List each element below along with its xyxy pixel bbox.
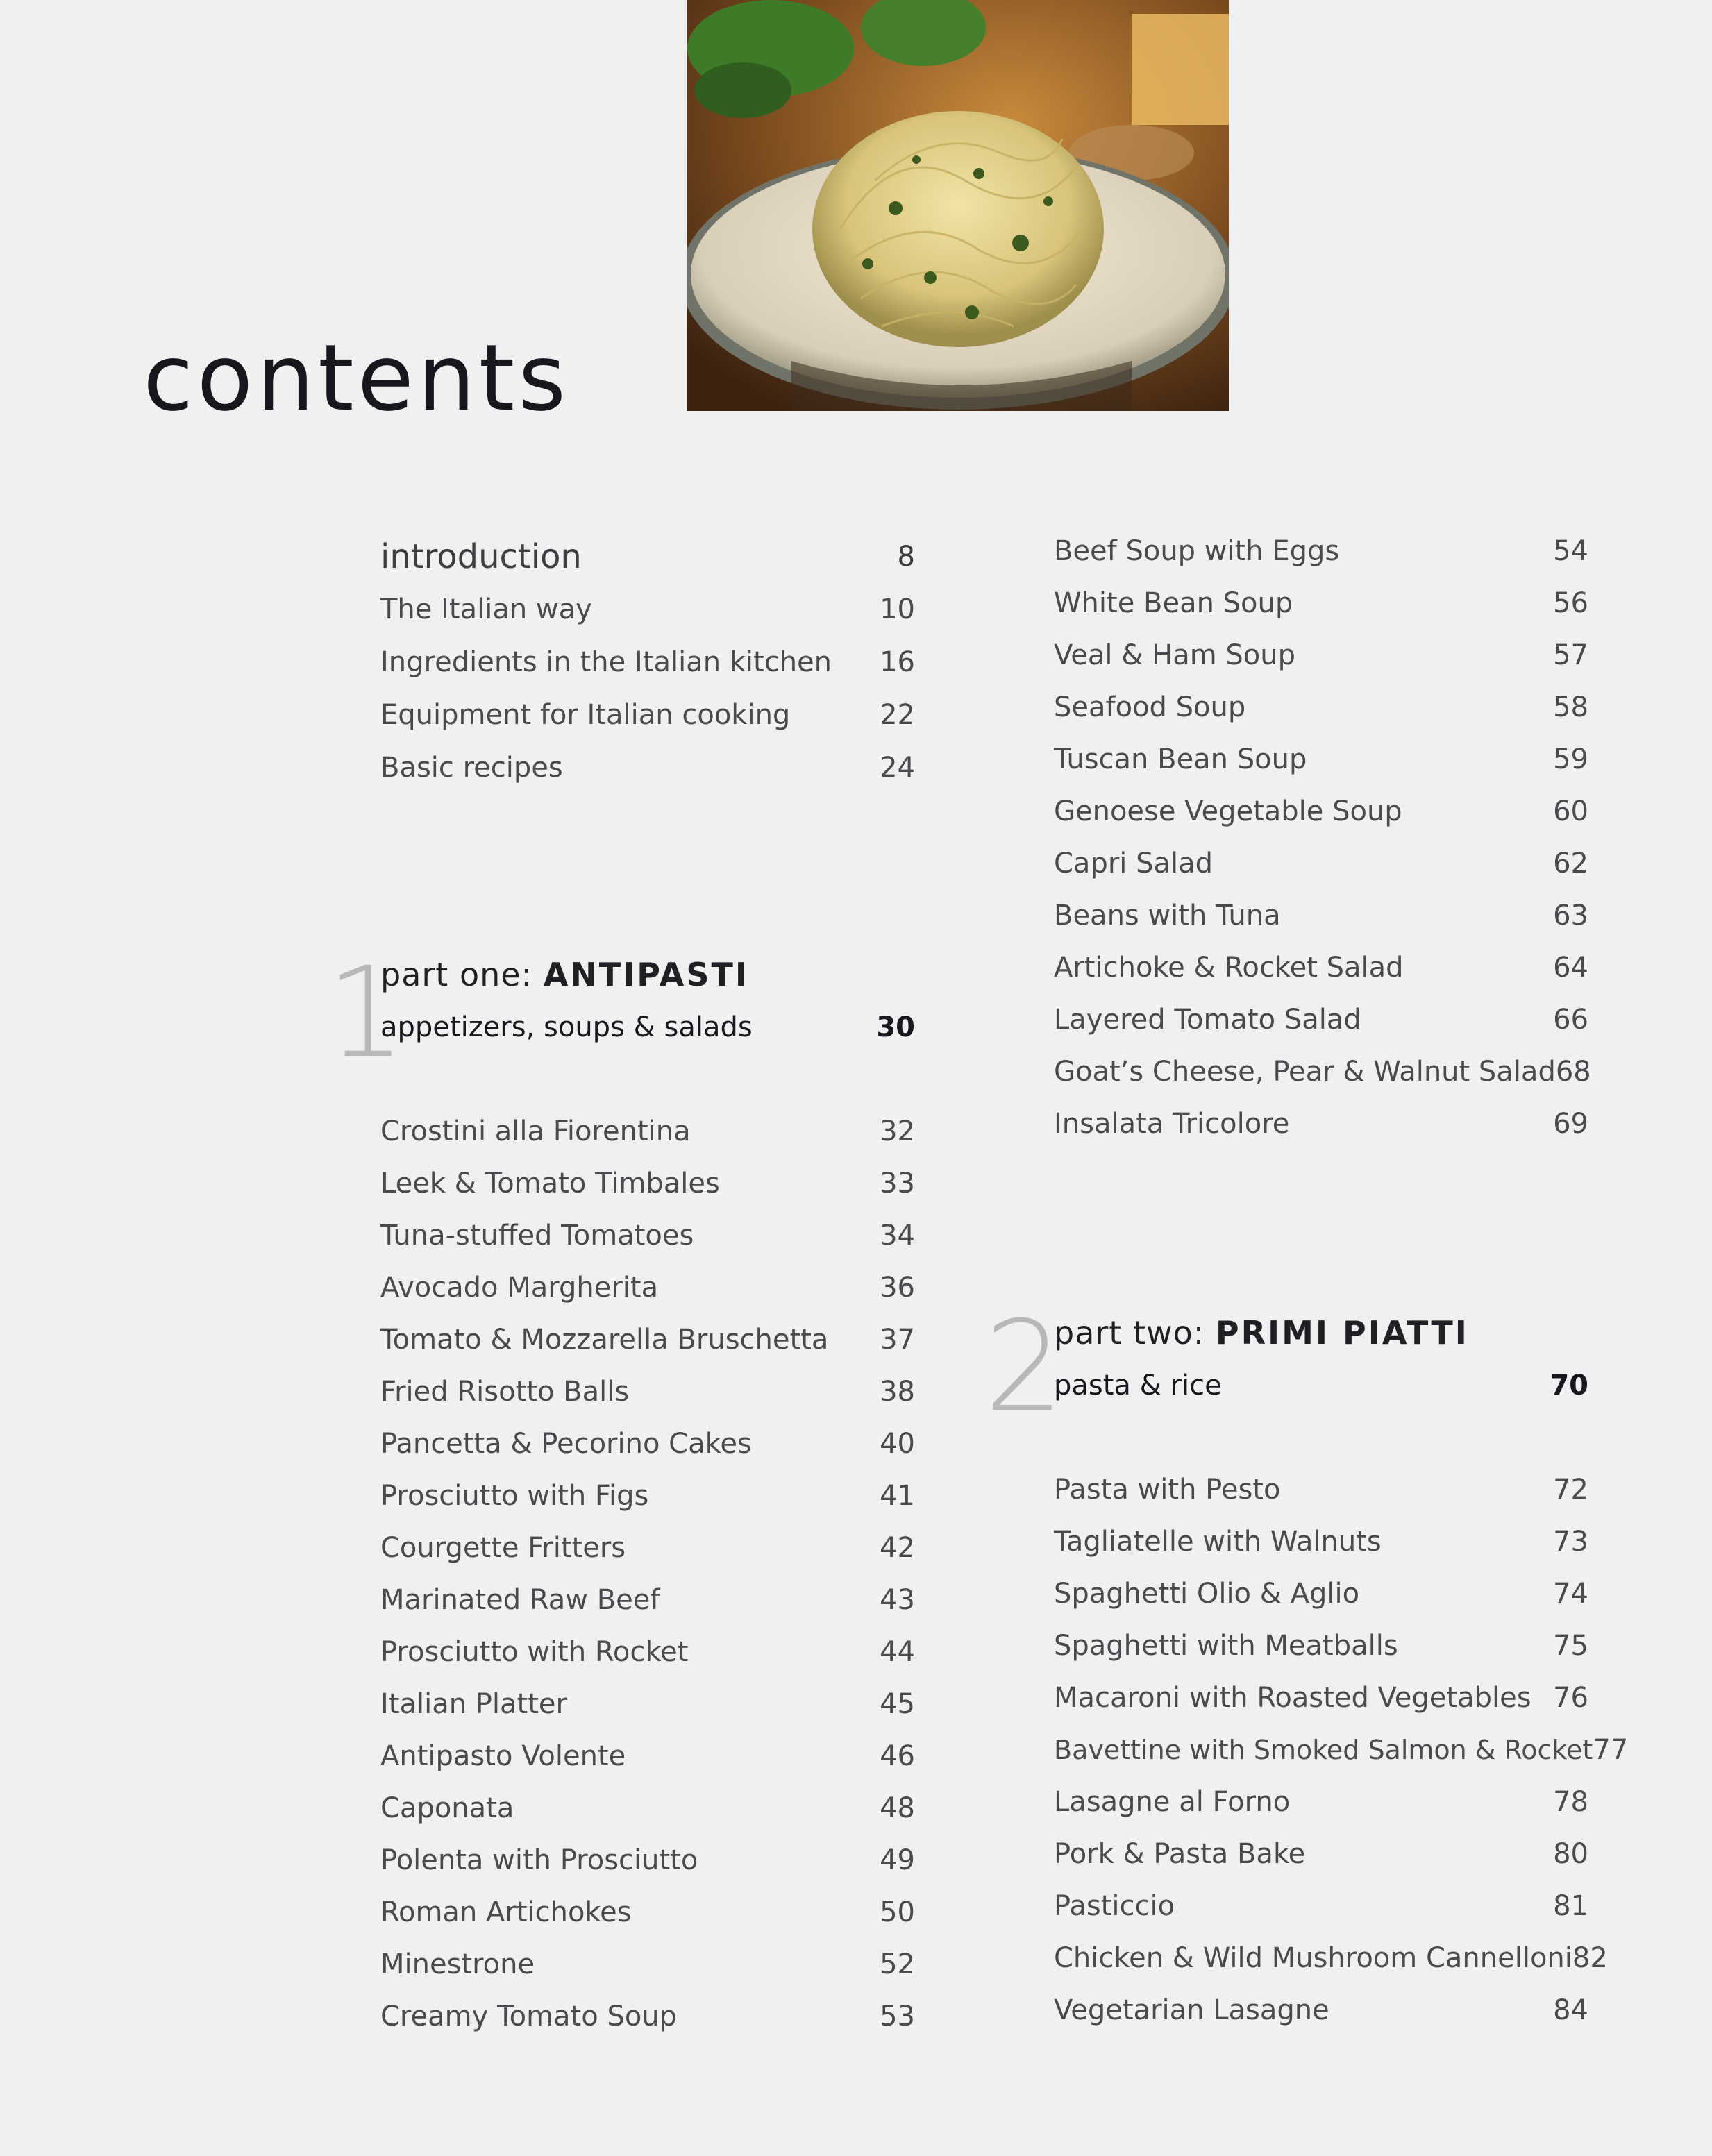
toc-entry[interactable]	[1054, 1880, 1588, 1932]
toc-entry-label: Tomato & Mozzarella Bruschetta	[380, 1324, 829, 1356]
part-one-section	[380, 0, 915, 2156]
toc-entry-page: 84	[1553, 1994, 1588, 2026]
toc-entry-page: 32	[880, 1115, 915, 1147]
toc-entry-page: 75	[1553, 1630, 1588, 1662]
toc-entry[interactable]	[1054, 1776, 1588, 1828]
toc-entry[interactable]	[1054, 1567, 1588, 1620]
toc-entry-page: 36	[880, 1272, 915, 1304]
toc-entry-label: Pasticcio	[1054, 1890, 1175, 1922]
toc-entry-label: Spaghetti with Meatballs	[1054, 1630, 1398, 1662]
toc-entry-label: Italian Platter	[380, 1688, 567, 1720]
toc-entry-page: 77	[1593, 1734, 1629, 1766]
toc-entry-page: 16	[880, 646, 915, 678]
toc-entry-label: Courgette Fritters	[380, 1532, 626, 1564]
toc-entry-page: 78	[1553, 1786, 1588, 1818]
part-one-heading	[380, 948, 915, 1001]
toc-entry-label: Goat’s Cheese, Pear & Walnut Salad	[1054, 1056, 1556, 1088]
toc-entry-part-two[interactable]	[1054, 1359, 1588, 1412]
toc-entry-label: Veal & Ham Soup	[1054, 639, 1295, 671]
toc-entry[interactable]	[380, 1469, 915, 1522]
toc-entry-page: 58	[1553, 691, 1588, 723]
toc-entry-page: 81	[1553, 1890, 1588, 1922]
toc-entry-page: 63	[1553, 900, 1588, 932]
toc-entry-page: 44	[880, 1636, 915, 1668]
toc-entry[interactable]	[380, 1105, 915, 1158]
toc-entry-page: 52	[880, 1948, 915, 1980]
toc-entry[interactable]	[1054, 1515, 1588, 1568]
toc-entry[interactable]	[380, 1261, 915, 1314]
toc-entry-label: Pasta with Pesto	[1054, 1474, 1281, 1506]
toc-entry[interactable]	[380, 1313, 915, 1366]
toc-entry-page: 48	[880, 1792, 915, 1824]
toc-entry-part-one[interactable]	[380, 1001, 915, 1054]
toc-entry[interactable]	[1054, 1932, 1608, 1985]
toc-entry-label: Macaroni with Roasted Vegetables	[1054, 1682, 1531, 1714]
toc-entry-label: Spaghetti Olio & Aglio	[1054, 1578, 1360, 1610]
toc-entry-page: 41	[880, 1480, 915, 1512]
toc-entry-label: Tuscan Bean Soup	[1054, 743, 1307, 775]
toc-entry-label: Pancetta & Pecorino Cakes	[380, 1428, 752, 1460]
toc-entry[interactable]	[380, 1574, 915, 1626]
part-two-number: 2	[984, 1295, 1064, 1440]
toc-entry-label: Roman Artichokes	[380, 1896, 632, 1928]
toc-entry-label: Equipment for Italian cooking	[380, 699, 791, 731]
toc-entry[interactable]	[380, 1157, 915, 1210]
toc-entry[interactable]	[380, 1886, 915, 1939]
part-two-heading	[1054, 1306, 1588, 1359]
toc-entry-page: 42	[880, 1532, 915, 1564]
toc-entry-page: 76	[1553, 1682, 1588, 1714]
toc-entry-label: Artichoke & Rocket Salad	[1054, 952, 1404, 984]
toc-entry-label: Leek & Tomato Timbales	[380, 1168, 720, 1199]
part-two-subtitle: pasta & rice	[1054, 1370, 1222, 1401]
toc-entry-page: 40	[880, 1428, 915, 1460]
toc-entry-page: 56	[1553, 587, 1588, 619]
toc-entry-label: The Italian way	[380, 593, 592, 625]
toc-entry-page: 60	[1553, 795, 1588, 827]
page-title: contents	[143, 325, 570, 432]
toc-entry-page: 68	[1555, 1056, 1591, 1088]
toc-entry-page: 64	[1553, 952, 1588, 984]
toc-entry-page: 8	[897, 541, 915, 573]
toc-entry[interactable]	[380, 1626, 915, 1678]
part-one-subtitle: appetizers, soups & salads	[380, 1011, 753, 1043]
toc-entry-label: Avocado Margherita	[380, 1272, 659, 1304]
toc-entry-page: 69	[1553, 1108, 1588, 1140]
toc-entry-page: 57	[1553, 639, 1588, 671]
toc-entry-label: Crostini alla Fiorentina	[380, 1115, 691, 1147]
toc-entry-page: 62	[1553, 848, 1588, 879]
toc-entry-label: Lasagne al Forno	[1054, 1786, 1291, 1818]
toc-entry-page: 46	[880, 1740, 915, 1772]
toc-entry[interactable]	[1054, 1619, 1588, 1672]
toc-entry[interactable]	[380, 1365, 915, 1418]
toc-entry-label: Polenta with Prosciutto	[380, 1844, 698, 1876]
toc-entry-page: 38	[880, 1376, 915, 1408]
toc-entry[interactable]	[1054, 1828, 1588, 1880]
toc-entry-page: 10	[880, 593, 915, 625]
toc-entry[interactable]	[1054, 1463, 1588, 1516]
toc-entry-page: 24	[880, 752, 915, 784]
toc-entry-label: Capri Salad	[1054, 848, 1214, 879]
toc-entry-page: 66	[1553, 1004, 1588, 1036]
toc-entry-label: Insalata Tricolore	[1054, 1108, 1290, 1140]
toc-entry-label: Fried Risotto Balls	[380, 1376, 630, 1408]
toc-entry-label: Ingredients in the Italian kitchen	[380, 646, 832, 678]
part-two-name: PRIMI PIATTI	[1215, 1314, 1469, 1351]
toc-entry-page: 37	[880, 1324, 915, 1356]
toc-entry-label: Chicken & Wild Mushroom Cannelloni	[1054, 1942, 1572, 1974]
toc-entry-page: 80	[1553, 1838, 1588, 1870]
toc-entry-label: Beans with Tuna	[1054, 900, 1281, 932]
toc-entry-page: 53	[880, 2001, 915, 2032]
toc-entry-page: 45	[880, 1688, 915, 1720]
toc-entry[interactable]	[380, 1990, 915, 2043]
toc-entry-label: Prosciutto with Figs	[380, 1480, 649, 1512]
toc-entry-page: 73	[1553, 1526, 1588, 1558]
toc-entry-label: Prosciutto with Rocket	[380, 1636, 689, 1668]
toc-entry[interactable]	[380, 1938, 915, 1991]
toc-entry-label: Tagliatelle with Walnuts	[1054, 1526, 1382, 1558]
toc-entry[interactable]	[1054, 1984, 1588, 2037]
toc-entry[interactable]	[380, 1782, 915, 1835]
toc-entry-label: Seafood Soup	[1054, 691, 1246, 723]
toc-entry-label: Bavettine with Smoked Salmon & Rocket	[1054, 1735, 1593, 1765]
toc-entry-label: Basic recipes	[380, 752, 563, 784]
toc-entry-page: 54	[1553, 535, 1588, 567]
toc-entry[interactable]	[380, 1834, 915, 1887]
toc-entry[interactable]	[380, 1730, 915, 1783]
toc-entry[interactable]	[380, 1209, 915, 1262]
toc-entry-label: Vegetarian Lasagne	[1054, 1994, 1329, 2026]
toc-entry-page: 82	[1572, 1942, 1608, 1974]
part-one-number: 1	[326, 941, 406, 1086]
part-one-name: ANTIPASTI	[543, 956, 749, 993]
toc-entry-label: Caponata	[380, 1792, 514, 1824]
toc-entry-label: introduction	[380, 537, 582, 576]
toc-entry-page: 49	[880, 1844, 915, 1876]
toc-entry-label: Minestrone	[380, 1948, 535, 1980]
toc-entry-label: Beef Soup with Eggs	[1054, 535, 1340, 567]
toc-entry-page: 59	[1553, 743, 1588, 775]
toc-entry[interactable]	[380, 1417, 915, 1470]
toc-entry-page: 43	[880, 1584, 915, 1616]
toc-entry-page: 74	[1553, 1578, 1588, 1610]
toc-entry-page: 22	[880, 699, 915, 731]
toc-entry-page: 72	[1553, 1474, 1588, 1506]
toc-entry-page: 70	[1550, 1370, 1588, 1401]
toc-entry-label: White Bean Soup	[1054, 587, 1293, 619]
toc-entry-label: Genoese Vegetable Soup	[1054, 795, 1402, 827]
toc-entry-label: Creamy Tomato Soup	[380, 2001, 678, 2032]
toc-entry[interactable]	[380, 1678, 915, 1730]
toc-entry-page: 30	[876, 1011, 915, 1043]
toc-entry-label: Antipasto Volente	[380, 1740, 626, 1772]
part-two-section	[1054, 0, 1629, 2156]
toc-entry[interactable]	[380, 1522, 915, 1574]
toc-entry[interactable]	[1054, 1724, 1629, 1776]
toc-entry-label: Layered Tomato Salad	[1054, 1004, 1361, 1036]
toc-entry-page: 33	[880, 1168, 915, 1199]
toc-entry-page: 34	[880, 1220, 915, 1252]
toc-entry-label: Marinated Raw Beef	[380, 1584, 660, 1616]
part-one-prefix: part one:	[380, 956, 533, 993]
toc-entry[interactable]	[1054, 1671, 1588, 1724]
part-two-prefix: part two:	[1054, 1314, 1205, 1351]
toc-entry-page: 50	[880, 1896, 915, 1928]
toc-entry-label: Pork & Pasta Bake	[1054, 1838, 1306, 1870]
toc-entry-label: Tuna-stuffed Tomatoes	[380, 1220, 694, 1252]
